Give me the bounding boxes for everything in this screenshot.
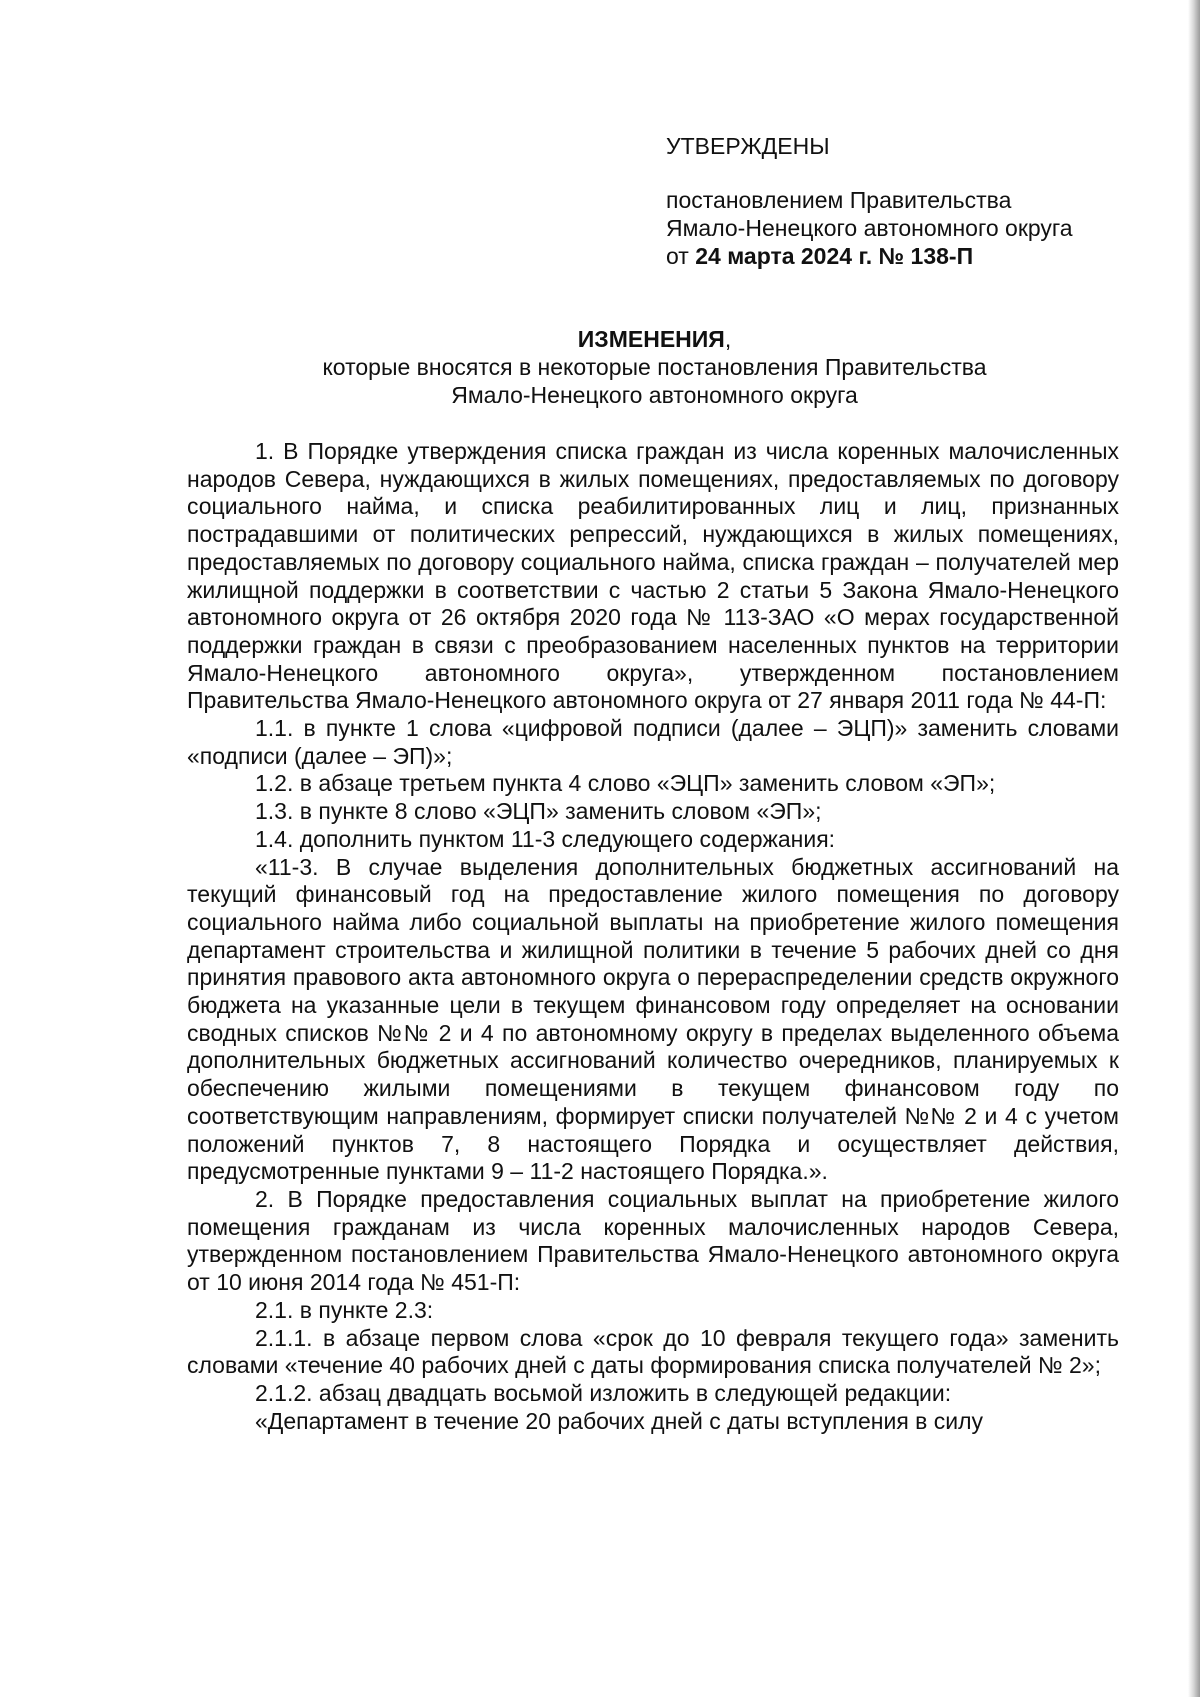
approval-line-1: постановлением Правительства — [666, 187, 1012, 213]
paragraph: 2.1. в пункте 2.3: — [255, 1296, 434, 1323]
heading-title: ИЗМЕНЕНИЯ — [577, 326, 725, 352]
paragraph: 2.1.1. в абзаце первом слова «срок до 10 февраля текущего года» заменить словами «течение 40 рабочих дней с даты формирования списка получателей № 2»; — [187, 1324, 1119, 1379]
document-heading — [187, 325, 1122, 409]
approval-stamp — [666, 132, 1136, 270]
heading-title-line — [187, 325, 1122, 353]
paragraph: «11-3. В случае выделения дополнительных бюджетных ассигнований на текущий финансовый год на предоставление жилого помещения по договору социального найма либо социальной выплаты на приобретение жилого помещения департамент строительства и жилищной политики в течение 5 рабочих дней со дня принятия правового акта автономного округа о перераспределении средств окружного бюджета на указанные цели в текущем финансовом году определяет на основании сводных списков №№ 2 и 4 по автономному округу в пределах выделенного объема дополнительных бюджетных ассигнований количество очередников, планируемых к обеспечению жилыми помещениями в текущем финансовом году по соответствующим направлениям, формирует списки получателей №№ 2 и 4 с учетом положений пунктов 7, 8 настоящего Порядка и осуществляет действия, предусмотренные пунктами 9 – 11-2 настоящего Порядка.». — [187, 853, 1119, 1185]
paragraph: «Департамент в течение 20 рабочих дней с даты вступления в силу — [255, 1407, 984, 1434]
heading-title-comma: , — [724, 326, 732, 352]
paragraph: 1.1. в пункте 1 слова «цифровой подписи (далее – ЭЦП)» заменить словами «подписи (далее – ЭП)»; — [187, 715, 1119, 769]
document-body — [187, 438, 1119, 1435]
paragraph: 2. В Порядке предоставления социальных выплат на приобретение жилого помещения гражданам из числа коренных малочисленных народов Севера, утвержденном постановлением Правительства Ямало-Ненецкого автономного округа от 10 июня 2014 года № 451-П: — [187, 1185, 1119, 1296]
approval-date-prefix: от — [666, 243, 696, 269]
paragraph: 1.2. в абзаце третьем пункта 4 слово «ЭЦП» заменить словом «ЭП»; — [255, 770, 996, 797]
paragraph: 1.4. дополнить пунктом 11-3 следующего содержания: — [255, 825, 836, 852]
approval-title: УТВЕРЖДЕНЫ — [666, 133, 830, 159]
approval-date-line — [666, 242, 1136, 270]
page-edge-shadow — [1188, 0, 1200, 1697]
approval-date-number: 24 марта 2024 г. № 138-П — [695, 243, 974, 269]
heading-subtitle-2: Ямало-Ненецкого автономного округа — [451, 382, 858, 408]
approval-line-2: Ямало-Ненецкого автономного округа — [666, 215, 1073, 241]
paragraph: 2.1.2. абзац двадцать восьмой изложить в следующей редакции: — [255, 1379, 952, 1406]
paragraph: 1. В Порядке утверждения списка граждан из числа коренных малочисленных народов Севера, нуждающихся в жилых помещениях, предоставляемых по договору социального найма, и списка реабилитированных лиц и лиц, признанных пострадавшими от политических репрессий, нуждающихся в жилых помещениях, предоставляемых по договору социального найма, списка граждан – получателей мер жилищной поддержки в соответствии с частью 2 статьи 5 Закона Ямало-Ненецкого автономного округа от 26 октября 2020 года № 113-ЗАО «О мерах государственной поддержки граждан в связи с преобразованием населенных пунктов на территории Ямало-Ненецкого автономного округа», утвержденном постановлением Правительства Ямало-Ненецкого автономного округа от 27 января 2011 года № 44-П: — [187, 438, 1119, 714]
paragraph: 1.3. в пункте 8 слово «ЭЦП» заменить словом «ЭП»; — [255, 798, 822, 825]
heading-subtitle-1: которые вносятся в некоторые постановления Правительства — [322, 354, 987, 380]
